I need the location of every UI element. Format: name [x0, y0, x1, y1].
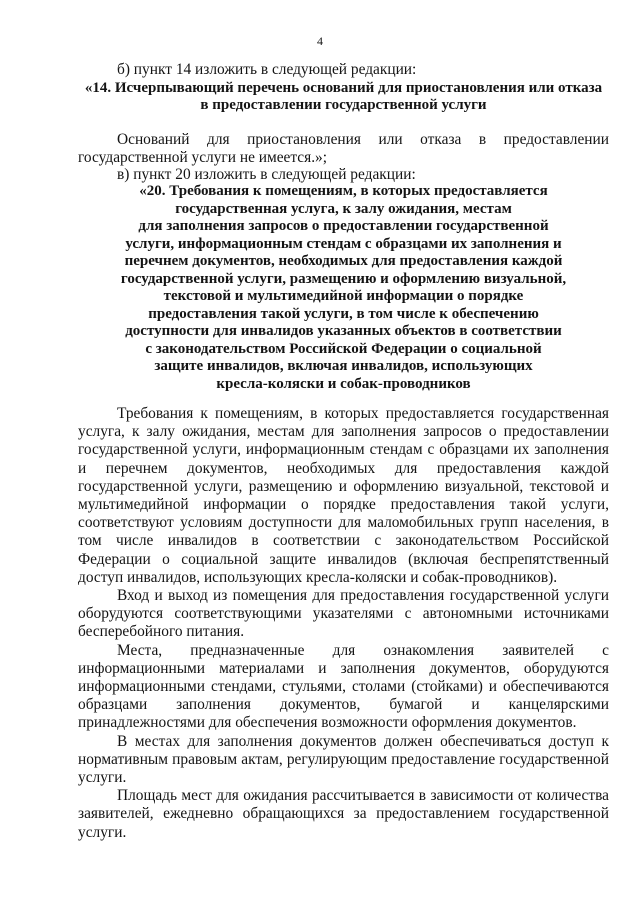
section-heading-20 — [78, 183, 609, 393]
section-20-body — [78, 405, 609, 842]
section-heading-20-line: текстовой и мультимедийной информации о порядке — [163, 288, 524, 304]
section-heading-14 — [78, 80, 609, 113]
section-heading-20-line: для заполнения запросов о предоставлении государственной — [138, 218, 549, 234]
section-heading-20-line: предоставления такой услуги, в том числе к обеспечению — [148, 305, 539, 322]
body-paragraph: Площадь мест для ожидания рассчитывается в зависимости от количества заявителей, ежедневно обращающихся за предоставлением государственной услуги. — [78, 787, 609, 841]
section-heading-14-line: в предоставлении государственной услуги — [200, 96, 487, 113]
body-paragraph: В местах для заполнения документов должен обеспечиваться доступ к нормативным правовым актам, регулирующим предоставление государственной услуги. — [78, 732, 609, 787]
section-heading-14-line: «14. Исчерпывающий перечень оснований для приостановления или отказа — [84, 80, 603, 96]
section-heading-20-line: государственной услуги, размещению и оформлению визуальной, — [120, 270, 567, 287]
section-heading-20-line: защите инвалидов, включая инвалидов, использующих — [154, 358, 533, 374]
amendment-item-c: в) пункт 20 изложить в следующей редакции: — [117, 166, 416, 183]
page-number: 4 — [317, 34, 323, 48]
section-heading-20-line: перечнем документов, необходимых для предоставления каждой — [124, 253, 563, 269]
section-heading-20-line: с законодательством Российской Федерации о социальной — [145, 340, 542, 357]
body-paragraph: Требования к помещениям, в которых предоставляется государственная услуга, к залу ожидания, местам для заполнения запросов о предоставлении государственной услуги, информационным стендам с образцами их заполнения и перечнем документов, необходимых для предоставления каждой государственной услуги, размещению и оформлению визуальной, текстовой и мультимедийной информации о порядке предоставления такой услуги, соответствуют условиям доступности для маломобильных групп населения, в том числе инвалидов в соответствии с законодательством Российской Федерации о социальной защите инвалидов (включая беспрепятственный доступ инвалидов, использующих кресла-коляски и собак-проводников). — [78, 405, 609, 586]
section-heading-20-line: кресла-коляски и собак-проводников — [216, 375, 471, 392]
amendment-item-b: б) пункт 14 изложить в следующей редакции: — [117, 61, 417, 78]
section-heading-20-line: услуги, информационным стендам с образцами их заполнения и — [125, 235, 562, 252]
body-paragraph: Места, предназначенные для ознакомления заявителей с информационными материалами и заполнения документов, оборудуются информационными стендами, стульями, столами (стойками) и обеспечиваются образцами заполнения документов, бумагой и канцелярскими принадлежностями для обеспечения возможности оформления документов. — [78, 641, 609, 732]
section-heading-20-line: доступности для инвалидов указанных объектов в соответствии — [125, 323, 562, 339]
section-heading-20-line: «20. Требования к помещениям, в которых предоставляется — [139, 183, 548, 199]
section-heading-20-line: государственная услуга, к залу ожидания, местам — [175, 200, 512, 217]
section-14-paragraph: Оснований для приостановления или отказа в предоставлении государственной услуги не имеется.»; — [78, 131, 609, 166]
body-paragraph: Вход и выход из помещения для предоставления государственной услуги оборудуются соответствующими указателями с автономными источниками бесперебойного питания. — [78, 587, 609, 641]
